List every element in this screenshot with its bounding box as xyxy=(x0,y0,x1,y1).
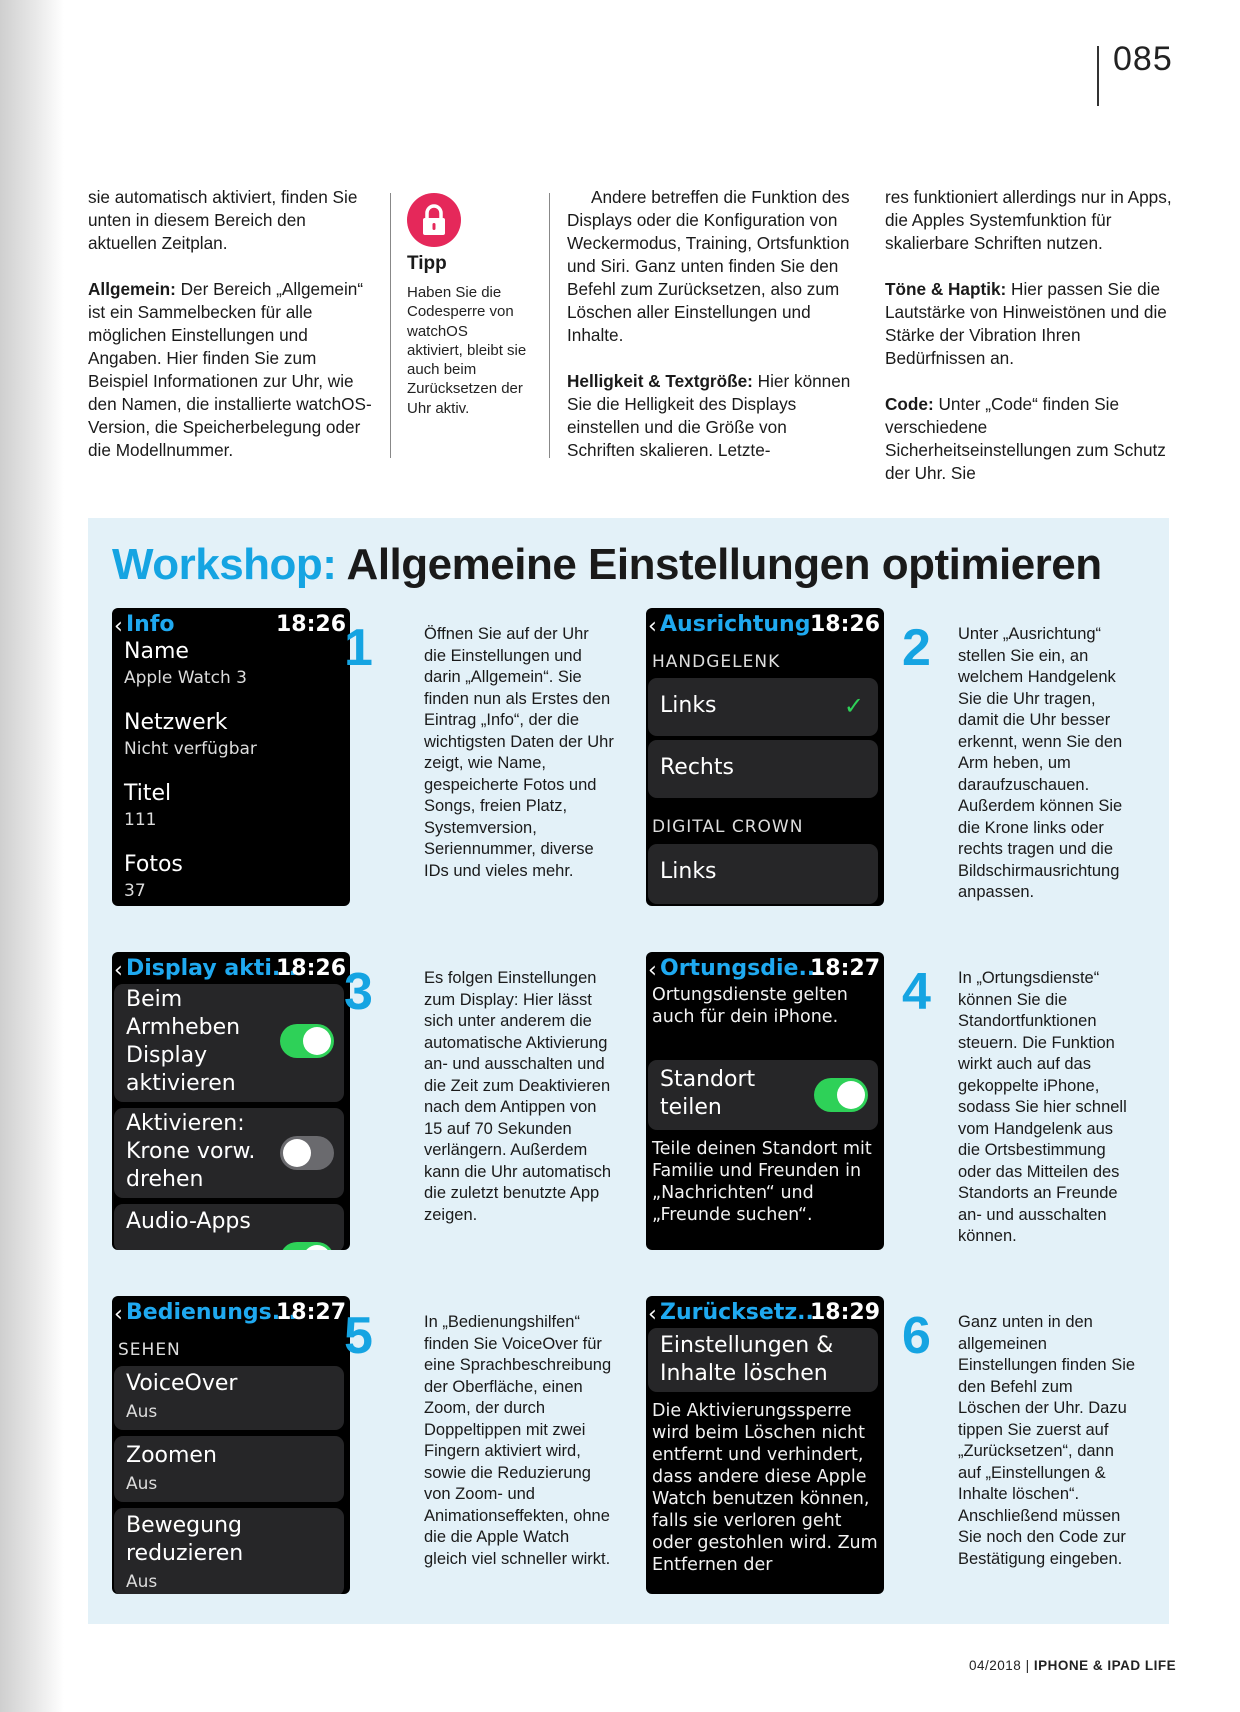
reduce-motion-cell xyxy=(114,1508,344,1594)
watch-header xyxy=(646,956,884,986)
setting-value: Aus xyxy=(126,1402,158,1422)
crown-wake-cell xyxy=(114,1108,344,1198)
info-row-value: Nicht verfügbar xyxy=(124,739,257,759)
section-header: SEHEN xyxy=(118,1340,181,1360)
page-gutter-shadow xyxy=(0,0,64,1712)
info-row-label: Titel xyxy=(124,781,172,806)
setting-label: Beim Armheben Display aktivieren xyxy=(126,987,241,1096)
col4-intro: res funktioniert allerdings nur in Apps, die Apples Systemfunktion für skalierbare Schriften nutzen. xyxy=(885,187,1172,253)
toggle-switch-on xyxy=(280,1024,334,1058)
col1-allgemein-label: Allgemein: xyxy=(88,279,176,299)
step-number: 1 xyxy=(344,619,373,677)
workshop-box xyxy=(88,518,1169,1624)
watch-time: 18:26 xyxy=(275,956,346,981)
page-number: 085 xyxy=(1113,40,1173,78)
toggle-switch-on xyxy=(280,1242,334,1250)
checkmark-icon: ✓ xyxy=(843,692,864,720)
watch-title: Display akti... xyxy=(126,956,297,981)
info-row-value: 111 xyxy=(124,810,157,830)
watch-title: Bedienungs... xyxy=(126,1300,297,1325)
section-header: HANDGELENK xyxy=(652,652,781,672)
watch-title: Ausrichtung xyxy=(660,612,811,637)
col4-toene-text: Hier passen Sie die Lautstärke von Hinweistönen und die Stärke der Vibration Ihren Bedürfnissen an. xyxy=(885,279,1167,368)
watch-time: 18:27 xyxy=(275,1300,346,1325)
step-number: 6 xyxy=(902,1307,931,1365)
option-label: Links xyxy=(660,693,717,718)
section-header: DIGITAL CROWN xyxy=(652,817,804,837)
back-chevron-icon: ‹ xyxy=(114,1302,123,1327)
erase-all-button xyxy=(648,1328,878,1392)
location-footer: Teile deinen Standort mit Familie und Freunden in „Nachrichten“ und „Freunde suchen“. xyxy=(652,1139,872,1225)
col3-helligkeit-label: Helligkeit & Textgröße: xyxy=(567,371,753,391)
col1-intro: sie automatisch aktiviert, finden Sie unten in diesem Bereich den aktuellen Zeitplan. xyxy=(88,187,358,253)
toggle-switch-off xyxy=(280,1136,334,1170)
setting-label: Audio-Apps xyxy=(126,1209,251,1234)
watch-title: Ortungsdie... xyxy=(660,956,824,981)
footer-magazine: IPHONE & IPAD LIFE xyxy=(1033,1658,1177,1673)
col4-toene-label: Töne & Haptik: xyxy=(885,279,1007,299)
info-row-label: Fotos xyxy=(124,852,183,877)
back-chevron-icon: ‹ xyxy=(114,958,123,983)
step-text: Öffnen Sie auf der Uhr die Einstellungen und darin „Allgemein“. Sie finden nun als Erstes den Eintrag „Info“, der die wichtigsten Daten der Uhr zeigt, wie Name, gespeicherte Fotos und Songs, freien Platz, Systemversion, Seriennummer, diverse IDs und vieles mehr. xyxy=(424,625,614,880)
text-column-3 xyxy=(567,186,857,485)
col4-code-label: Code: xyxy=(885,394,934,414)
back-chevron-icon: ‹ xyxy=(648,1302,657,1327)
col3-helligkeit-text: Hier können Sie die Helligkeit des Displays einstellen und die Größe von Schriften skalieren. Letzte- xyxy=(567,371,851,460)
col1-allgemein xyxy=(88,278,373,462)
column-divider-2 xyxy=(549,193,550,458)
page-footer xyxy=(969,1658,1176,1673)
setting-value: Aus xyxy=(126,1474,158,1494)
col4-code xyxy=(885,393,1175,485)
step-number: 2 xyxy=(902,619,931,677)
tipp-title: Tipp xyxy=(407,253,447,274)
info-row-value: 37 xyxy=(124,881,146,901)
watch-time: 18:29 xyxy=(809,1300,880,1325)
watch-header xyxy=(112,956,350,986)
lock-icon xyxy=(419,203,449,237)
audio-apps-cell xyxy=(114,1204,344,1250)
toggle-switch-on xyxy=(814,1078,868,1112)
option-label: Rechts xyxy=(660,755,734,780)
col3-helligkeit xyxy=(567,370,857,462)
toggle-knob xyxy=(303,1027,331,1055)
setting-label: Bewegung reduzieren xyxy=(126,1513,244,1566)
button-label: Einstellungen & Inhalte löschen xyxy=(660,1333,834,1386)
share-location-cell xyxy=(648,1060,878,1130)
setting-label: VoiceOver xyxy=(126,1371,238,1396)
setting-label: Zoomen xyxy=(126,1443,217,1468)
watch-time: 18:26 xyxy=(275,612,346,637)
watch-screenshot-bedienungshilfen xyxy=(112,1296,350,1594)
setting-label: Aktivieren: Krone vorw. drehen xyxy=(126,1111,256,1192)
step-number: 3 xyxy=(344,963,373,1021)
watch-screenshot-display xyxy=(112,952,350,1250)
info-row-value: Apple Watch 3 xyxy=(124,668,247,688)
watch-time: 18:26 xyxy=(809,612,880,637)
back-chevron-icon: ‹ xyxy=(648,614,657,639)
zoom-cell xyxy=(114,1436,344,1502)
back-chevron-icon: ‹ xyxy=(648,958,657,983)
option-links-cell xyxy=(648,678,878,736)
watch-screenshot-info xyxy=(112,608,350,906)
step-text: Es folgen Einstellungen zum Display: Hier lässt sich unter anderem die automatische Aktivierung an- und ausschalten und die Zeit zum Deaktivieren nach dem Antippen von 15 auf 70 Sekunden verlängern. Außerdem kann die Uhr automatisch die zuletzt benutzte App zeigen. xyxy=(424,969,612,1224)
text-column-1 xyxy=(88,186,373,485)
option-rechts-cell xyxy=(648,740,878,798)
tipp-badge xyxy=(407,193,461,247)
footer-separator: | xyxy=(1025,1658,1030,1673)
watch-header xyxy=(112,1300,350,1330)
watch-header xyxy=(646,612,884,642)
watch-screenshot-ortung xyxy=(646,952,884,1250)
workshop-title-main: Allgemeine Einstellungen optimieren xyxy=(336,540,1102,589)
tipp-text: Haben Sie die Codesperre von watchOS aktiviert, bleibt sie auch beim Zurücksetzen der Uhr aktiv. xyxy=(407,284,527,417)
step-number: 5 xyxy=(344,1307,373,1365)
step-number: 4 xyxy=(902,963,931,1021)
toggle-knob xyxy=(837,1081,865,1109)
column-divider-1 xyxy=(390,193,391,458)
col4-toene xyxy=(885,278,1175,370)
erase-warning-text: Die Aktivierungssperre wird beim Löschen nicht entfernt und verhindert, dass andere diese Apple Watch benutzen können, falls sie verloren geht oder gestohlen wird. Zum Entfernen der xyxy=(652,1401,878,1575)
col3-intro: Andere betreffen die Funktion des Displays oder die Konfiguration von Weckermodus, Training, Ortsfunktion und Siri. Ganz unten finden Sie den Befehl zum Zurücksetzen, also zum Löschen aller Einstellungen und Inhalte. xyxy=(567,187,850,345)
voiceover-cell xyxy=(114,1366,344,1430)
setting-value: Aus xyxy=(126,1572,158,1592)
workshop-title-prefix: Workshop: xyxy=(112,540,337,589)
col1-allgemein-text: Der Bereich „Allgemein“ ist ein Sammelbecken für alle möglichen Einstellungen und Angaben. Hier finden Sie zum Beispiel Informationen zur Uhr, wie den Namen, die installierte watchOS-Version, die Speicherbelegung oder die Modellnummer. xyxy=(88,279,372,460)
watch-title: Info xyxy=(126,612,175,637)
info-row-label: Name xyxy=(124,639,189,664)
page-number-rule xyxy=(1097,46,1099,106)
watch-title: Zurücksetz... xyxy=(660,1300,823,1325)
step-text: In „Bedienungshilfen“ finden Sie VoiceOver für eine Sprachbeschreibung der Oberfläche, einen Zoom, der durch Doppeltippen mit zwei Fingern aktiviert wird, sowie die Reduzierung von Zoom- und Animationseffekten, ohne die die Apple Watch gleich viel schneller wirkt. xyxy=(424,1313,612,1568)
watch-screenshot-zuruecksetzen xyxy=(646,1296,884,1594)
setting-label: Standort teilen xyxy=(660,1067,756,1120)
info-row-label: Netzwerk xyxy=(124,710,228,735)
back-chevron-icon: ‹ xyxy=(114,614,123,639)
step-text: Ganz unten in den allgemeinen Einstellungen finden Sie den Befehl zum Löschen der Uhr. Dazu tippen Sie zuerst auf „Zurücksetzen“, dann auf „Einstellungen & Inhalte löschen“. Anschließend müssen Sie noch den Code zur Bestätigung eingeben. xyxy=(958,1313,1136,1568)
watch-screenshot-ausrichtung xyxy=(646,608,884,906)
option-label: Links xyxy=(660,859,717,884)
step-text: In „Ortungsdienste“ können Sie die Standortfunktionen steuern. Die Funktion wirkt auch auf das gekoppelte iPhone, sodass Sie hier schnell vom Handgelenk aus die Ortsbestimmung oder das Mitteilen des Standorts an Freunde an- und ausschalten können. xyxy=(958,969,1127,1245)
watch-header xyxy=(646,1300,884,1330)
step-text: Unter „Ausrichtung“ stellen Sie ein, an welchem Handgelenk Sie die Uhr tragen, damit die Uhr besser erkennt, wenn Sie den Arm heben, um daraufzuschauen. Außerdem können Sie die Krone links oder rechts tragen und die Bildschirmausrichtung anpassen. xyxy=(958,625,1123,901)
location-intro: Ortungsdienste gelten auch für dein iPhone. xyxy=(652,985,848,1027)
text-column-4 xyxy=(885,186,1175,508)
raise-wake-cell xyxy=(114,984,344,1102)
toggle-knob xyxy=(303,1245,331,1250)
workshop-title xyxy=(112,540,1102,590)
footer-issue: 04/2018 xyxy=(969,1658,1022,1673)
toggle-knob xyxy=(283,1139,311,1167)
watch-time: 18:27 xyxy=(809,956,880,981)
option-crown-cell xyxy=(648,844,878,904)
col4-code-text: Unter „Code“ finden Sie verschiedene Sicherheitseinstellungen zum Schutz der Uhr. Sie xyxy=(885,394,1166,483)
